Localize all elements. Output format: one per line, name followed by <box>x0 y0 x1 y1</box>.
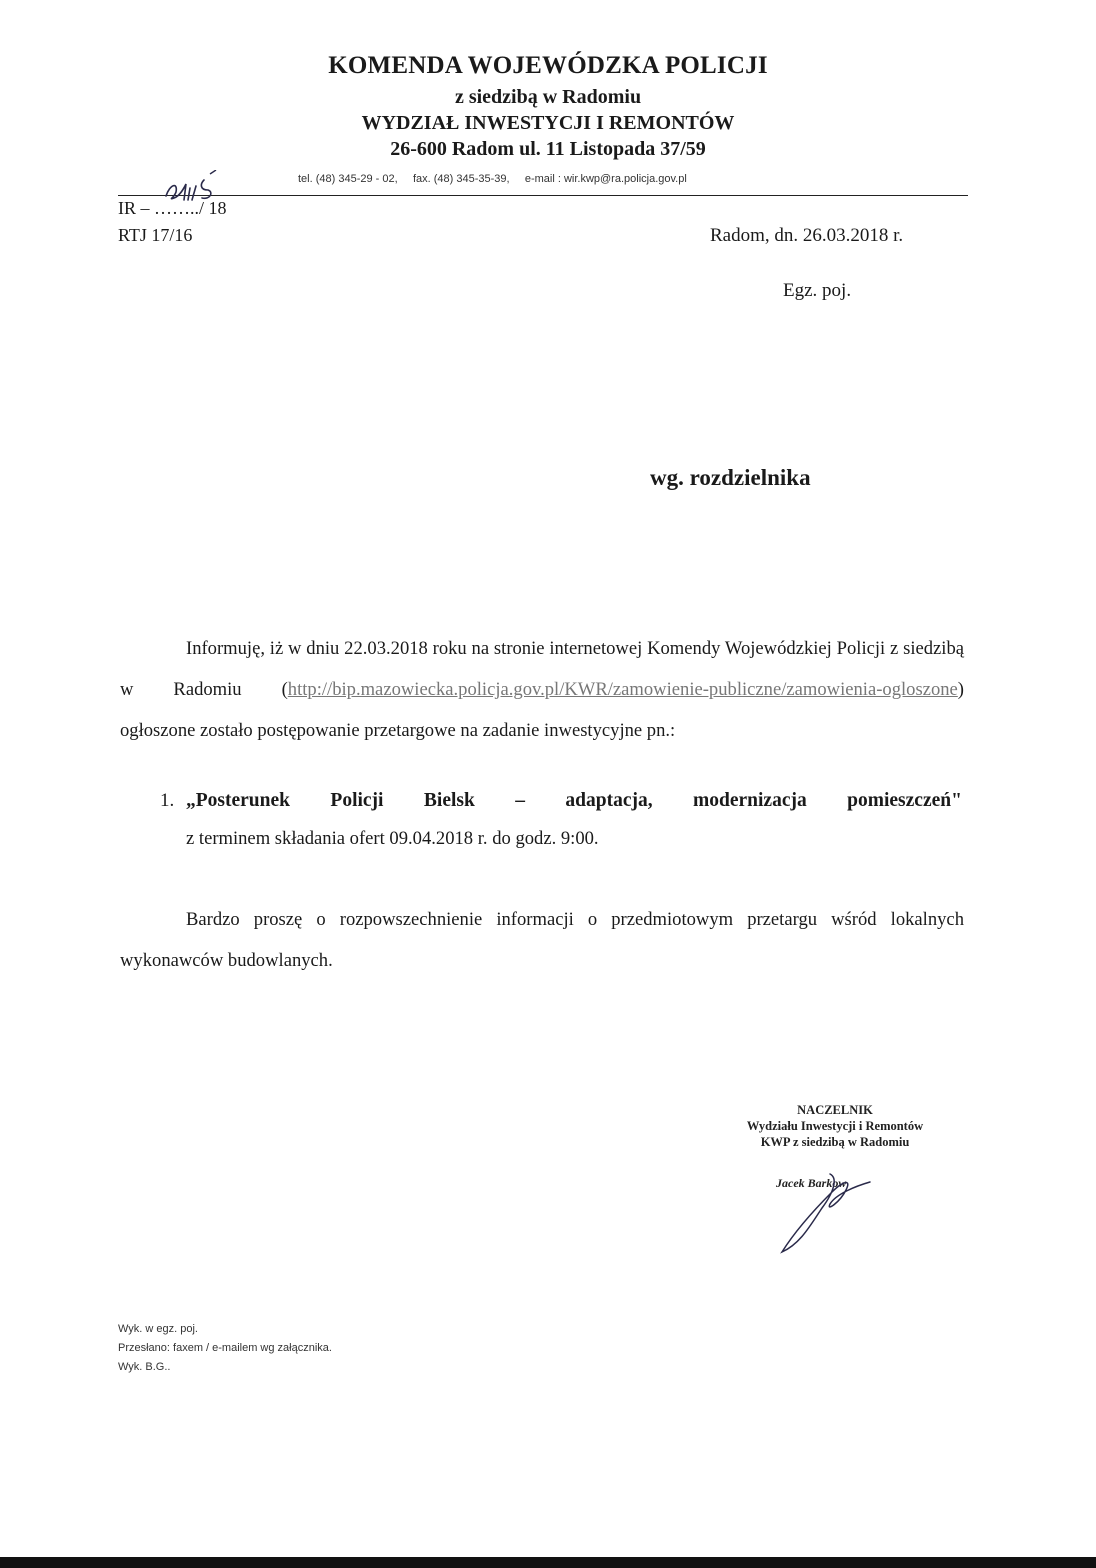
letterhead-seat: z siedzibą w Radomiu <box>454 86 642 108</box>
paragraph-2-text: Bardzo proszę o rozpowszechnienie informacji o przedmiotowym przetargu wśród lokalnych wykonawców budowlanych. <box>120 909 964 971</box>
item-title-word: pomieszczeń" <box>847 790 962 811</box>
stamp-line-2: Wydziału Inwestycji i Remontów <box>746 1119 924 1133</box>
item-title <box>186 790 962 812</box>
stamp-name: Jacek Barkow <box>776 1176 847 1190</box>
official-stamp <box>700 1102 970 1150</box>
reference-rtj: RTJ 17/16 <box>118 225 193 245</box>
tender-link[interactable]: http://bip.mazowiecka.policja.gov.pl/KWR/zamowienie-publiczne/zamowienia-ogloszone <box>287 679 958 700</box>
footer-line-3: Wyk. B.G.. <box>118 1361 171 1373</box>
item-title-word: adaptacja, <box>565 790 653 811</box>
scan-edge <box>0 1557 1096 1568</box>
item-deadline: z terminem składania ofert 09.04.2018 r. do godz. 9:00. <box>186 828 599 849</box>
item-title-word: Policji <box>330 790 384 811</box>
paragraph-1-text: Informuję, iż w dniu 22.03.2018 roku na stronie internetowej Komendy Wojewódzkiej Policji z siedzibą w Radomiu ( <box>120 638 964 700</box>
body-paragraph-1 <box>120 628 964 751</box>
item-title-word: – <box>515 790 525 811</box>
item-number: 1. <box>160 790 175 811</box>
letterhead-address: 26-600 Radom ul. 11 Listopada 37/59 <box>390 138 706 160</box>
date-line: Radom, dn. 26.03.2018 r. <box>710 225 904 246</box>
signature <box>760 1152 900 1262</box>
stamp-line-3: KWP z siedzibą w Radomiu <box>760 1135 910 1149</box>
letterhead-org: KOMENDA WOJEWÓDZKA POLICJI <box>328 52 768 79</box>
item-title-word: modernizacja <box>693 790 807 811</box>
body-paragraph-2 <box>120 899 964 981</box>
footer-line-1: Wyk. w egz. poj. <box>118 1323 198 1335</box>
item-title-word: „Posterunek <box>186 790 290 811</box>
paragraph-1-text-end: ) ogłoszone zostało postępowanie przetargowe na zadanie inwestycyjne pn.: <box>120 679 964 741</box>
copy-note: Egz. poj. <box>783 280 852 301</box>
letterhead-contact: tel. (48) 345-29 - 02, fax. (48) 345-35-39, e-mail : wir.kwp@ra.policja.gov.pl <box>298 173 687 185</box>
reference-number: IR – ……../ 18 <box>118 198 227 218</box>
stamp-line-1: NACZELNIK <box>797 1103 873 1117</box>
letterhead-department: WYDZIAŁ INWESTYCJI I REMONTÓW <box>361 112 735 134</box>
letterhead-divider <box>118 195 968 196</box>
footer-line-2: Przesłano: faxem / e-mailem wg załącznika. <box>118 1342 332 1354</box>
addressee: wg. rozdzielnika <box>650 465 811 490</box>
item-title-word: Bielsk <box>423 790 475 811</box>
